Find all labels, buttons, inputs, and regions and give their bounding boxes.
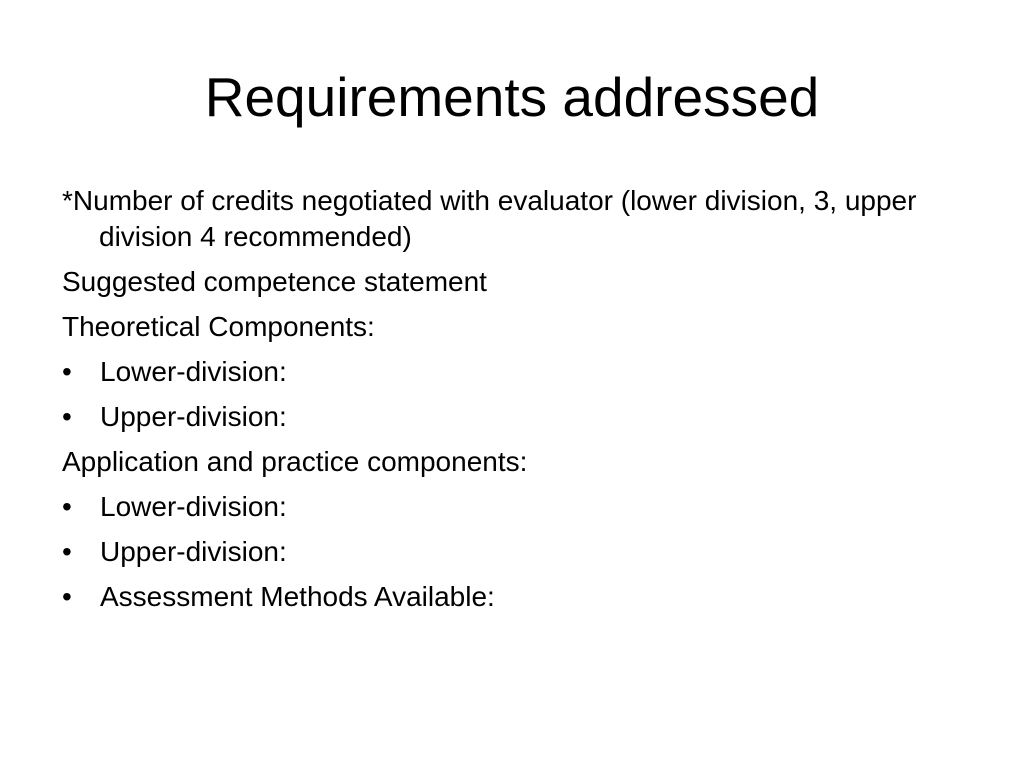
bullet-text: Upper-division: [100,401,287,432]
bullet-icon: • [62,536,72,567]
theoretical-components-heading: Theoretical Components: [62,311,375,342]
bullet-item [62,399,962,435]
competence-statement-line: Suggested competence statement [62,266,487,297]
bullet-item [62,354,962,390]
bullet-icon: • [62,401,72,432]
credits-note: *Number of credits negotiated with evaluator (lower division, 3, upper division 4 recommended) [62,185,917,252]
bullet-text: Upper-division: [100,536,287,567]
bullet-item [62,579,962,615]
bullet-item [62,534,962,570]
slide-title: Requirements addressed [204,66,820,128]
bullet-text: Lower-division: [100,356,287,387]
bullet-icon: • [62,491,72,522]
bullet-icon: • [62,581,72,612]
bullet-item [62,489,962,525]
slide-body [62,183,962,624]
bullet-text: Assessment Methods Available: [100,581,495,612]
application-components-heading: Application and practice components: [62,446,528,477]
bullet-icon: • [62,356,72,387]
bullet-text: Lower-division: [100,491,287,522]
